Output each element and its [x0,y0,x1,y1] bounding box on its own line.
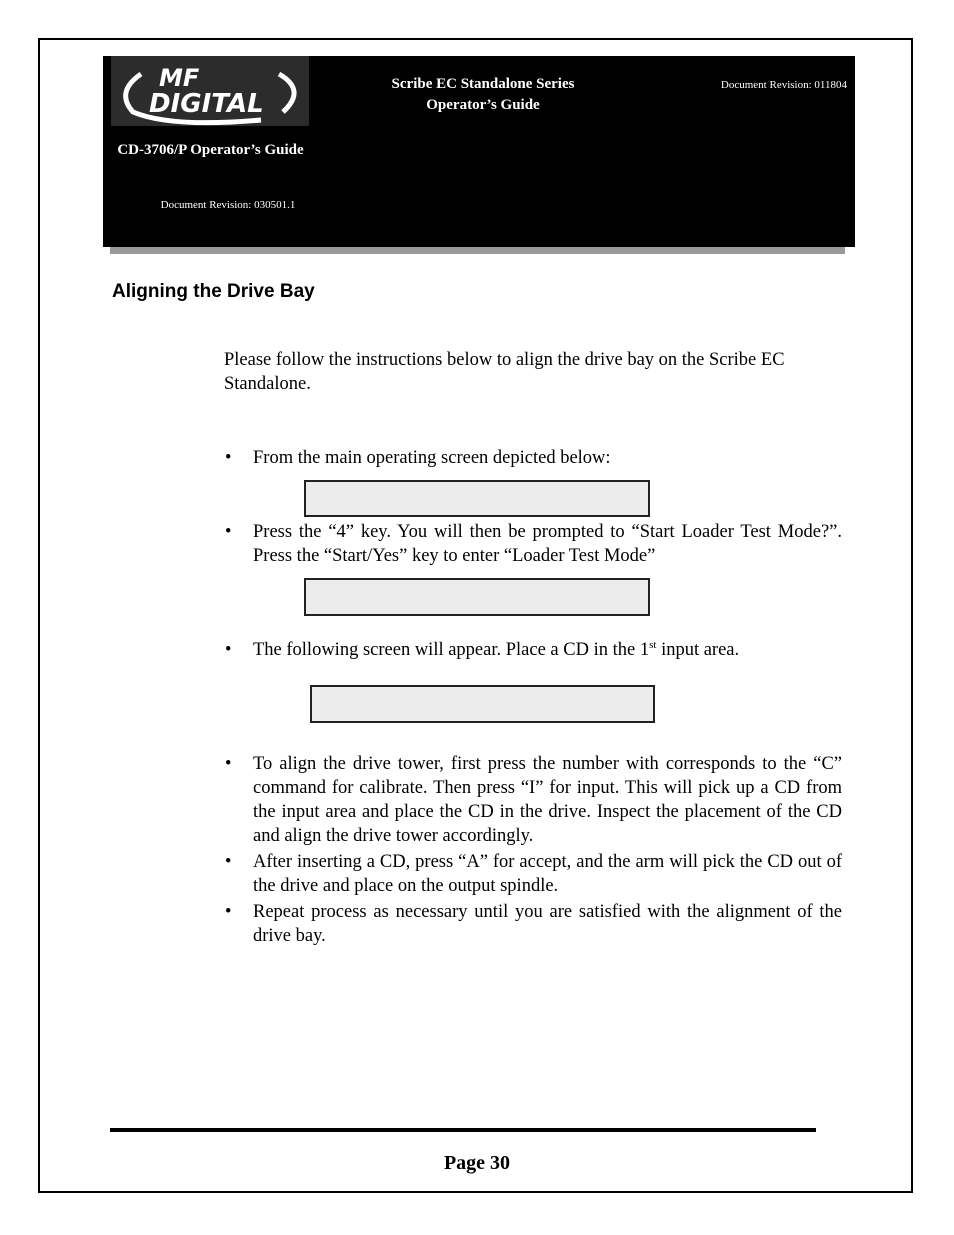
bullet-dot-icon: • [225,640,232,660]
bullet-item [225,638,842,662]
bullet-item [225,900,842,948]
bullet-text-part: The following screen will appear. Place a CD in the 1 [253,640,650,660]
bullet-item [225,752,842,848]
bullet-item [225,520,842,568]
header-center-title [363,74,603,116]
lcd-line [308,614,648,616]
mf-digital-logo-graphic [111,56,309,126]
footer-rule [110,1128,816,1132]
bullet-dot-icon: • [225,754,232,774]
bullet-text: From the main operating screen depicted below: [253,448,611,468]
bullet-dot-icon: • [225,852,232,872]
bullet-text: After inserting a CD, press “A” for accept, and the arm will pick the CD out of the drive and place on the output spindle. [253,852,842,896]
header-right-revision: Document Revision: 011804 [720,79,847,91]
lcd-screen-select [304,480,650,517]
header-series: Scribe EC Standalone Series [391,76,575,92]
bullet-dot-icon: • [225,522,232,542]
section-title: Aligning the Drive Bay [112,281,315,302]
header-left-title: CD-3706/P Operator’s Guide [117,142,304,158]
bullet-text: To align the drive tower, first press the number with corresponds to the “C” command for calibrate. Then press “I” for input. This will pick up a CD from the input area and place the CD in the drive. Inspect the placement of the CD and align the drive tower accordingly. [253,754,842,846]
lcd-line [314,721,653,723]
bullet-item [225,446,842,470]
lcd-screen-select-test [310,685,655,723]
logo-digital-text: DIGITAL [149,89,264,119]
bullet-text: Repeat process as necessary until you are satisfied with the alignment of the drive bay. [253,902,842,946]
lcd-screen-loader-tester [304,578,650,616]
page-number: Page 30 [443,1152,511,1174]
bullet-text-part: input area. [656,640,740,660]
bullet-item [225,850,842,898]
logo-mf-text: MF [159,64,200,92]
mf-digital-logo [111,56,309,126]
bullet-dot-icon: • [225,448,232,468]
bullet-dot-icon: • [225,902,232,922]
header-left-revision: Document Revision: 030501.1 [160,199,296,211]
document-header [103,56,855,247]
intro-paragraph: Please follow the instructions below to align the drive bay on the Scribe EC Standalone. [224,350,785,394]
ordinal-suffix: st [649,638,657,651]
bullet-text [253,638,842,662]
bullet-text: Press the “4” key. You will then be prompted to “Start Loader Test Mode?”. Press the “Start/Yes” key to enter “Loader Test Mode” [253,522,842,566]
header-guide: Operator’s Guide [426,97,540,113]
